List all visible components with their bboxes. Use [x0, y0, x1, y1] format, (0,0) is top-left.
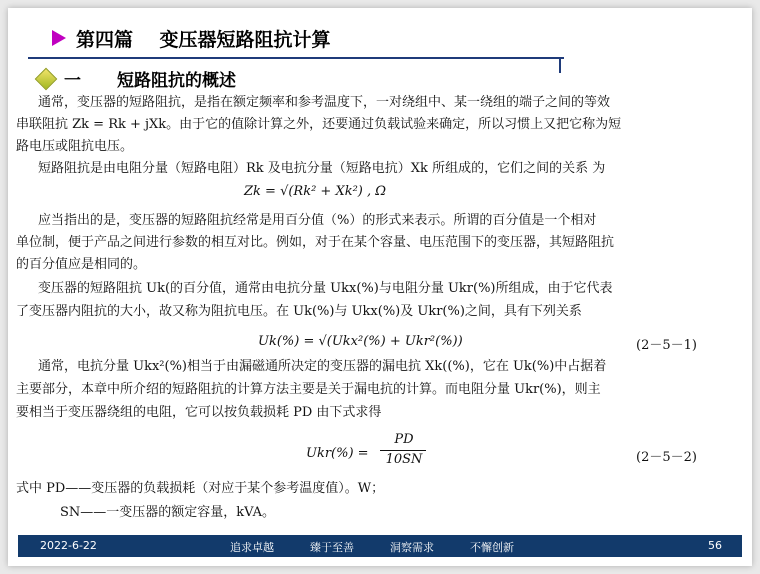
page-title: 第四篇 变压器短路阻抗计算 — [76, 28, 331, 51]
slide — [8, 8, 752, 566]
equation-ukr-denominator: 10SN — [385, 452, 423, 467]
paragraph-line: 通常，电抗分量 Ukx²(%)相当于由漏磁通所决定的变压器的漏电抗 Xk((%)，它在 Uk(%)中占据着 — [38, 359, 607, 374]
equation-uk: Uk(%) = √(Ukx²(%) + Ukr²(%)) — [258, 334, 463, 349]
paragraph-line: 短路阻抗是由电阻分量（短路电阻）Rk 及电抗分量（短路电抗）Xk 所组成的，它们之间的关系 为 — [38, 161, 606, 176]
page-number: 56 — [708, 539, 722, 552]
paragraph-line: 主要部分，本章中所介绍的短路阻抗的计算方法主要是关于漏电抗的计算。而电阻分量 Ukr(%)，则主 — [16, 382, 601, 397]
equation-number: (2－5－1) — [636, 338, 697, 353]
footer-slogan: 臻于至善 — [310, 541, 354, 554]
header-vertical-rule — [559, 57, 561, 73]
footer-slogan: 不懈创新 — [470, 541, 514, 554]
equation-number: (2－5－2) — [636, 450, 697, 465]
fraction-bar — [380, 450, 426, 451]
definition-line: 式中 PD——变压器的负载损耗（对应于某个参考温度值）。W； — [16, 481, 385, 496]
paragraph-line: 要相当于变压器绕组的电阻，它可以按负载损耗 PD 由下式求得 — [16, 405, 382, 420]
footer-date: 2022-6-22 — [40, 539, 97, 552]
page-header — [52, 26, 330, 50]
paragraph-line: 变压器的短路阻抗 Uk(的百分值，通常由电抗分量 Ukx(%)与电阻分量 Ukr(%)所组成，由于它代表 — [38, 281, 613, 296]
header-underline — [28, 57, 564, 59]
equation-zk: Zk = √(Rk² + Xk²) , Ω — [244, 184, 387, 199]
section-number: 一 — [64, 71, 81, 91]
paragraph-line: 路电压或阻抗电压。 — [16, 139, 134, 154]
definition-line: SN——一变压器的额定容量，kVA。 — [60, 505, 276, 520]
diamond-bullet-icon — [35, 67, 58, 90]
paragraph-line: 串联阻抗 Zk = Rk + jXk。由于它的值除计算之外，还要通过负载试验来确定，所以习惯上又把它称为短 — [16, 117, 622, 132]
footer-slogan: 追求卓越 — [230, 541, 274, 554]
footer-bar — [18, 535, 742, 557]
equation-ukr-lhs: Ukr(%) = — [306, 446, 369, 461]
paragraph-line: 单位制，便于产品之间进行参数的相互对比。例如，对于在某个容量、电压范围下的变压器，其短路阻抗 — [16, 235, 615, 250]
equation-ukr-numerator: PD — [394, 432, 414, 447]
paragraph-line: 了变压器内阻抗的大小，故又称为阻抗电压。在 Uk(%)与 Ukx(%)及 Ukr(%)之间，具有下列关系 — [16, 304, 582, 319]
paragraph-line: 的百分值应是相同的。 — [16, 257, 147, 272]
paragraph-line: 通常，变压器的短路阻抗，是指在额定频率和参考温度下，一对绕组中、某一绕组的端子之间的等效 — [38, 95, 611, 110]
section-title: 短路阻抗的概述 — [117, 71, 236, 91]
paragraph-line: 应当指出的是，变压器的短路阻抗经常是用百分值（%）的形式来表示。所谓的百分值是一个相对 — [38, 213, 597, 228]
section-heading — [34, 66, 236, 91]
footer-slogan: 洞察需求 — [390, 541, 434, 554]
arrow-right-icon — [52, 30, 66, 46]
